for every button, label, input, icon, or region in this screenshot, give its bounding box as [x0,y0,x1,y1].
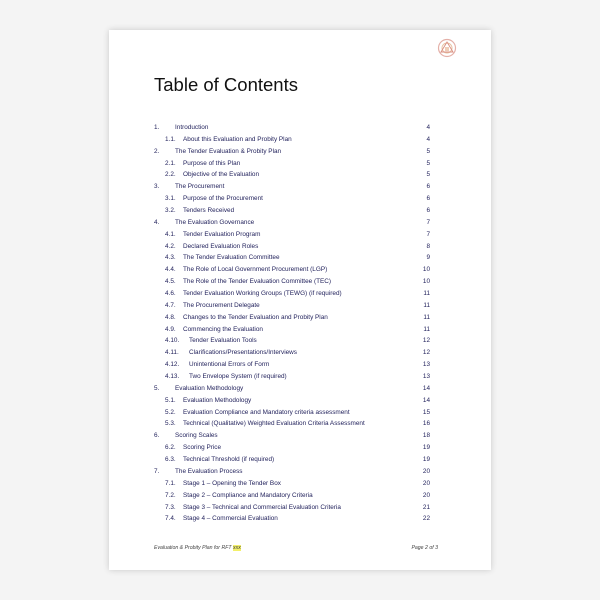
toc-entry-page: 11 [423,290,430,298]
toc-entry-page: 22 [422,515,430,523]
toc-entry-title: Technical (Qualitative) Weighted Evaluation Criteria Assessment [183,420,365,428]
toc-entry-title: Tender Evaluation Tools [189,337,257,345]
toc-entry-page: 6 [426,183,430,191]
toc-entry[interactable] [154,454,430,466]
toc-entry-page: 10 [422,278,430,286]
toc-entry[interactable] [154,146,430,158]
table-of-contents [154,122,430,525]
toc-entry-number: 4.9. [165,325,176,333]
toc-entry[interactable] [154,335,430,347]
toc-entry[interactable] [154,312,430,324]
toc-entry-title: Stage 4 – Commercial Evaluation [183,515,278,523]
organisation-logo-icon [436,38,458,58]
toc-entry[interactable] [154,169,430,181]
toc-entry-page: 11 [423,313,430,321]
toc-entry[interactable] [154,288,430,300]
toc-entry-title: Stage 2 – Compliance and Mandatory Criteria [183,491,313,499]
toc-entry-page: 9 [426,254,430,262]
footer-page-number: Page 2 of 3 [411,545,438,551]
toc-entry-number: 2.1. [165,159,176,167]
toc-entry-page: 14 [422,384,430,392]
toc-entry-page: 8 [426,242,430,250]
toc-entry-number: 7.3. [165,503,176,511]
toc-entry[interactable] [154,264,430,276]
toc-entry-number: 7.2. [165,491,176,499]
toc-entry-number: 4.5. [165,278,176,286]
toc-entry-page: 4 [426,135,430,143]
toc-entry-page: 11 [423,301,430,309]
footer-title-text: Evaluation & Probity Plan for RFT [154,545,233,551]
toc-entry-title: The Tender Evaluation Committee [183,254,280,262]
toc-entry-page: 7 [426,230,430,238]
toc-entry[interactable] [154,181,430,193]
toc-entry-number: 6.2. [165,444,176,452]
toc-entry-title: Evaluation Compliance and Mandatory criteria assessment [183,408,350,416]
toc-entry[interactable] [154,134,430,146]
toc-entry-page: 5 [426,159,430,167]
toc-entry-number: 6.3. [165,456,176,464]
toc-entry-page: 10 [422,266,430,274]
toc-entry-title: The Tender Evaluation & Probity Plan [175,147,282,155]
toc-entry[interactable] [154,193,430,205]
toc-entry-number: 2.2. [165,171,176,179]
toc-entry-title: Commencing the Evaluation [183,325,263,333]
toc-entry-number: 4.8. [165,313,176,321]
toc-entry[interactable] [154,502,430,514]
toc-entry[interactable] [154,418,430,430]
toc-entry-page: 20 [422,479,430,487]
toc-entry-number: 5.3. [165,420,176,428]
toc-entry-title: Declared Evaluation Roles [183,242,259,250]
toc-entry-title: Scoring Price [183,444,222,452]
toc-entry-number: 4.13. [165,373,180,381]
toc-entry-page: 20 [422,467,430,475]
toc-entry-title: Purpose of this Plan [183,159,241,167]
toc-entry-title: The Role of Local Government Procurement (LGP) [183,266,328,274]
toc-entry-title: Tender Evaluation Program [183,230,261,238]
toc-entry-page: 21 [422,503,430,511]
toc-entry-title: Tenders Received [183,207,235,215]
toc-entry[interactable] [154,300,430,312]
toc-entry[interactable] [154,383,430,395]
toc-entry-title: About this Evaluation and Probity Plan [183,135,292,143]
toc-entry-number: 2. [154,147,160,155]
toc-entry-page: 15 [422,408,430,416]
toc-entry-number: 4.11. [165,349,179,357]
toc-entry-title: Purpose of the Procurement [183,195,263,203]
toc-entry[interactable] [154,513,430,525]
toc-entry-page: 14 [422,396,430,404]
toc-entry-page: 5 [426,171,430,179]
toc-entry-number: 4.2. [165,242,176,250]
toc-entry-page: 13 [422,361,430,369]
toc-entry[interactable] [154,241,430,253]
footer-highlight: xxx [233,545,241,551]
toc-entry-title: Tender Evaluation Working Groups (TEWG) (if required) [183,290,342,298]
toc-entry-title: Stage 1 – Opening the Tender Box [183,479,281,487]
toc-entry[interactable] [154,276,430,288]
toc-entry-number: 3.1. [165,195,176,203]
toc-entry-number: 7. [154,467,160,475]
toc-entry[interactable] [154,371,430,383]
toc-entry-page: 12 [422,349,430,357]
toc-entry[interactable] [154,466,430,478]
toc-entry-page: 5 [426,147,430,155]
toc-entry-number: 1. [154,124,160,131]
toc-entry-number: 4.7. [165,301,176,309]
toc-entry-title: The Evaluation Process [175,467,243,475]
toc-entry-page: 4 [426,124,430,131]
toc-entry-title: Clarifications/Presentations/Interviews [189,349,297,357]
toc-entry-page: 6 [426,207,430,215]
toc-entry-number: 3. [154,183,160,191]
toc-entry[interactable] [154,442,430,454]
toc-entry-title: Changes to the Tender Evaluation and Probity Plan [183,313,328,321]
toc-entry-number: 3.2. [165,207,176,215]
toc-entry-title: Technical Threshold (if required) [183,456,275,464]
toc-entry-title: The Procurement [175,183,225,191]
toc-entry[interactable] [154,478,430,490]
toc-entry-number: 4.4. [165,266,176,274]
toc-entry-title: Introduction [175,124,209,131]
toc-entry-number: 5.1. [165,396,176,404]
toc-entry[interactable] [154,490,430,502]
toc-entry[interactable] [154,395,430,407]
toc-entry[interactable] [154,407,430,419]
toc-entry-title: Scoring Scales [175,432,218,440]
toc-entry-page: 19 [422,456,430,464]
toc-entry[interactable] [154,217,430,229]
toc-entry[interactable] [154,324,430,336]
toc-entry-title: Stage 3 – Technical and Commercial Evaluation Criteria [183,503,341,511]
toc-entry-number: 4.6. [165,290,176,298]
toc-entry[interactable] [154,158,430,170]
toc-entry-number: 5. [154,384,160,392]
toc-entry-number: 6. [154,432,160,440]
document-page [109,30,491,570]
toc-entry-title: Evaluation Methodology [175,384,244,392]
toc-entry-page: 7 [426,218,430,226]
toc-entry-number: 7.4. [165,515,176,523]
toc-entry-title: Unintentional Errors of Form [189,361,270,369]
toc-entry-number: 5.2. [165,408,176,416]
toc-entry-number: 4.10. [165,337,180,345]
toc-entry[interactable] [154,122,430,134]
toc-entry[interactable] [154,359,430,371]
toc-entry-page: 20 [422,491,430,499]
toc-entry-page: 6 [426,195,430,203]
toc-entry[interactable] [154,252,430,264]
toc-entry-page: 16 [422,420,430,428]
toc-entry-title: Two Envelope System (if required) [189,373,287,381]
toc-entry[interactable] [154,430,430,442]
page-title: Table of Contents [154,74,298,95]
toc-entry-page: 12 [422,337,430,345]
toc-entry-page: 19 [422,444,430,452]
toc-entry-number: 4.12. [165,361,180,369]
toc-entry-title: Evaluation Methodology [183,396,252,404]
toc-entry-title: The Evaluation Governance [175,218,255,226]
toc-entry-number: 7.1. [165,479,176,487]
toc-entry-title: Objective of the Evaluation [183,171,260,179]
toc-entry-page: 13 [422,373,430,381]
toc-entry-number: 4.1. [165,230,176,238]
footer-document-title [154,545,241,551]
toc-entry-title: The Role of the Tender Evaluation Committee (TEC) [183,278,331,286]
toc-entry-page: 18 [422,432,430,440]
toc-entry[interactable] [154,205,430,217]
toc-entry[interactable] [154,229,430,241]
toc-entry-page: 11 [423,325,430,333]
toc-entry[interactable] [154,347,430,359]
toc-entry-number: 4.3. [165,254,176,262]
toc-entry-number: 4. [154,218,160,226]
toc-entry-number: 1.1. [165,135,176,143]
toc-entry-title: The Procurement Delegate [183,301,260,309]
